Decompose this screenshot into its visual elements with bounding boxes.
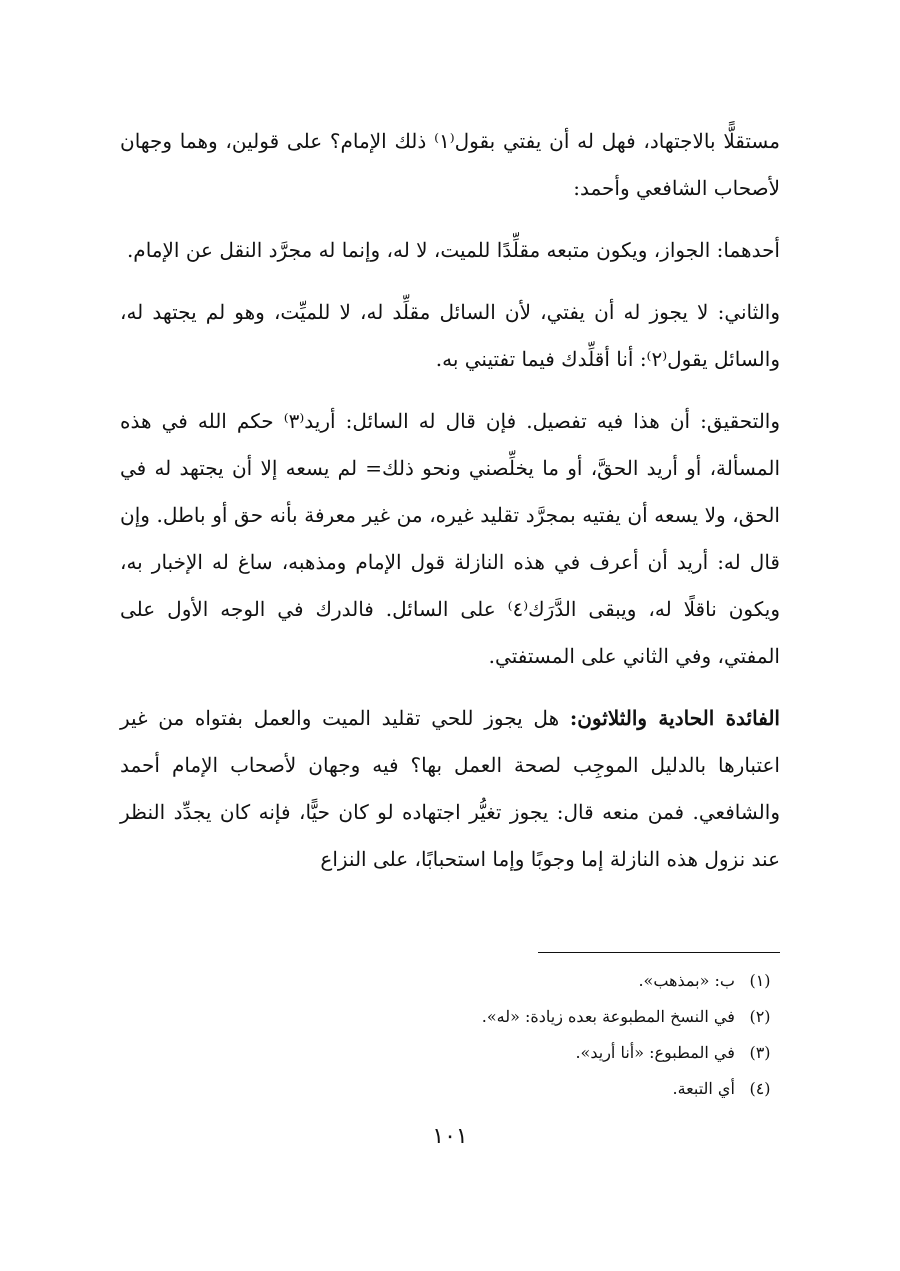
main-text-block — [120, 118, 780, 883]
footnote-4 — [360, 1071, 780, 1107]
paragraph-1 — [120, 118, 780, 212]
section-heading: الفائدة الحادية والثلاثون: — [569, 706, 780, 730]
footnote-text: في المطبوع: «أنا أريد». — [575, 1043, 735, 1062]
footnote-text: أي التبعة. — [672, 1079, 735, 1098]
paragraph-2-text: أحدهما: الجواز، ويكون متبعه مقلِّدًا للميت، لا له، وإنما له مجرَّد النقل عن الإمام. — [126, 238, 780, 262]
page-number: ١٠١ — [432, 1124, 468, 1149]
paragraph-5-text: هل يجوز للحي تقليد الميت والعمل بفتواه من غير اعتبارها بالدليل الموجِب لصحة العمل بها؟ فيه وجهان لأصحاب الإمام أحمد والشافعي. فمن منعه قال: يجوز تغيُّر اجتهاده لو كان حيًّا، فإنه كان يجدِّد النظر عند نزول هذه النازلة إما وجوبًا وإما استحبابًا، على النزاع — [120, 706, 780, 871]
footnote-number: (٤) — [749, 1079, 771, 1098]
paragraph-4 — [120, 398, 780, 680]
footnote-divider — [538, 952, 780, 953]
footnote-number: (٢) — [749, 1007, 771, 1026]
footnote-3 — [360, 1035, 780, 1071]
footnote-number: (١) — [749, 971, 771, 990]
footnote-number: (٣) — [749, 1043, 771, 1062]
paragraph-3-text: والثاني: لا يجوز له أن يفتي، لأن السائل مقلِّد له، لا للميِّت، وهو لم يجتهد له، والسائل يقول⁽٢⁾: أنا أقلِّدك فيما تفتيني به. — [120, 300, 780, 371]
footnote-text: ب: «بمذهب». — [638, 971, 735, 990]
paragraph-2 — [120, 227, 780, 274]
paragraph-3 — [120, 289, 780, 383]
footnote-2 — [360, 999, 780, 1035]
footnotes — [360, 963, 780, 1107]
footnote-1 — [360, 963, 780, 999]
paragraph-5 — [120, 695, 780, 883]
footnote-text: في النسخ المطبوعة بعده زيادة: «له». — [481, 1007, 735, 1026]
paragraph-4-text: والتحقيق: أن هذا فيه تفصيل. فإن قال له السائل: أريد⁽٣⁾ حكم الله في هذه المسألة، أو أريد الحقَّ، أو ما يخلِّصني ونحو ذلك= لم يسعه إلا أن يجتهد له في الحق، ولا يسعه أن يفتيه بمجرَّد تقليد غيره، من غير معرفة بأنه حق أو باطل. وإن قال له: أريد أن أعرف في هذه النازلة قول الإمام ومذهبه، ساغ له الإخبار به، ويكون ناقلًا له، ويبقى الدَّرَك⁽٤⁾ على السائل. فالدرك في الوجه الأول على المفتي، وفي الثاني على المستفتي. — [120, 409, 781, 668]
paragraph-1-text: مستقلًّا بالاجتهاد، فهل له أن يفتي بقول⁽١⁾ ذلك الإمام؟ على قولين، وهما وجهان لأصحاب الشافعي وأحمد: — [120, 129, 780, 200]
